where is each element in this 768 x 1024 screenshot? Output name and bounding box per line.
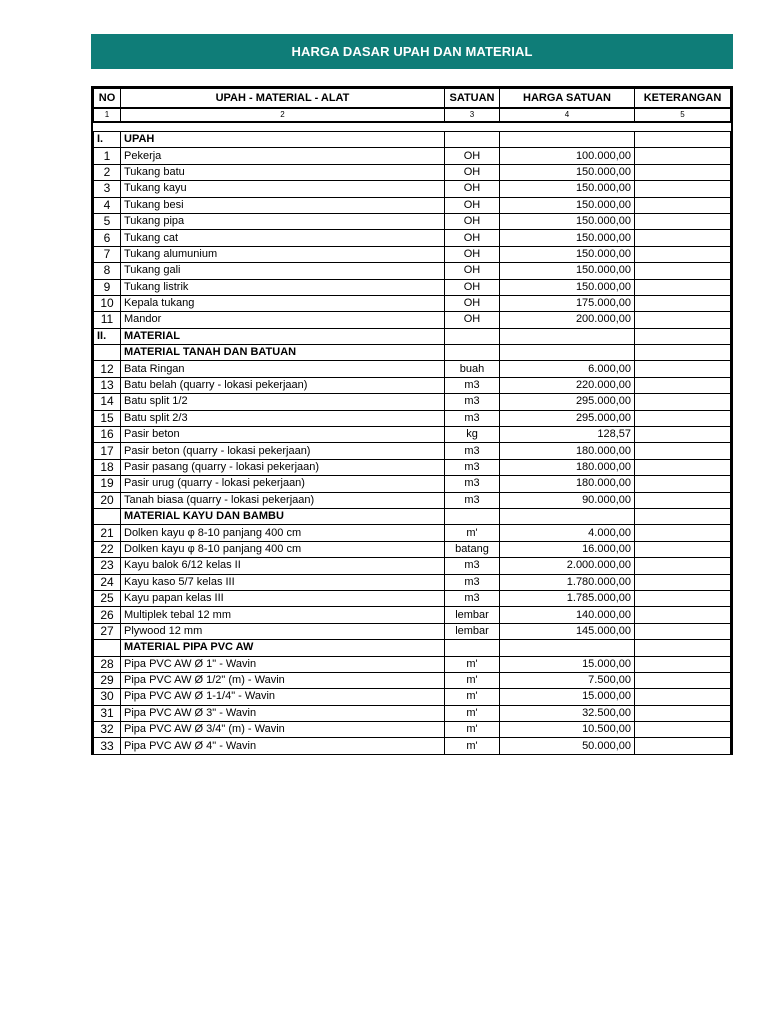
subsection-row [94,345,731,361]
table-row [94,492,731,508]
row-item: Dolken kayu φ 8-10 panjang 400 cm [121,541,445,557]
table-row [94,427,731,443]
spacer-row [94,122,731,132]
row-price: 15.000,00 [500,689,635,705]
row-note [635,328,731,344]
row-price: 15.000,00 [500,656,635,672]
row-price: 150.000,00 [500,181,635,197]
table-row [94,705,731,721]
row-unit: OH [445,279,500,295]
row-number: 12 [94,361,121,377]
row-note [635,164,731,180]
row-number: 5 [94,213,121,229]
row-unit: m3 [445,410,500,426]
row-note [635,377,731,393]
table-row [94,377,731,393]
row-price: 10.500,00 [500,722,635,738]
row-item: MATERIAL PIPA PVC AW [121,640,445,656]
row-note [635,230,731,246]
row-note [635,148,731,164]
row-note [635,525,731,541]
row-note [635,263,731,279]
row-number: 26 [94,607,121,623]
row-item: Tukang batu [121,164,445,180]
row-item: Bata Ringan [121,361,445,377]
row-unit [445,508,500,524]
row-number: 21 [94,525,121,541]
row-item: Multiplek tebal 12 mm [121,607,445,623]
column-index: 5 [635,108,731,122]
row-note [635,279,731,295]
row-item: Tukang besi [121,197,445,213]
table-row [94,410,731,426]
row-item: Pipa PVC AW Ø 1-1/4" - Wavin [121,689,445,705]
table-row [94,558,731,574]
row-price: 150.000,00 [500,197,635,213]
row-note [635,427,731,443]
row-price: 16.000,00 [500,541,635,557]
row-number: 2 [94,164,121,180]
row-unit: m' [445,672,500,688]
table-row [94,590,731,606]
row-unit: OH [445,230,500,246]
row-note [635,590,731,606]
column-index: 3 [445,108,500,122]
price-table-body [94,89,731,755]
table-row [94,230,731,246]
table-row [94,738,731,754]
table-row [94,722,731,738]
row-note [635,312,731,328]
row-item: MATERIAL [121,328,445,344]
table-row [94,623,731,639]
row-number: 18 [94,459,121,475]
row-number: 30 [94,689,121,705]
row-item: UPAH [121,132,445,148]
row-item: Pasir beton [121,427,445,443]
row-price: 90.000,00 [500,492,635,508]
row-price: 1.785.000,00 [500,590,635,606]
table-row [94,525,731,541]
row-item: Tukang gali [121,263,445,279]
row-unit: m3 [445,558,500,574]
row-price: 150.000,00 [500,213,635,229]
row-price [500,345,635,361]
row-item: Tukang alumunium [121,246,445,262]
row-price: 128,57 [500,427,635,443]
row-item: Mandor [121,312,445,328]
row-note [635,541,731,557]
table-row [94,607,731,623]
row-unit: m3 [445,443,500,459]
row-unit: m' [445,722,500,738]
row-price: 150.000,00 [500,263,635,279]
row-price: 220.000,00 [500,377,635,393]
spacer-cell [635,122,731,132]
row-unit [445,640,500,656]
row-unit: m' [445,689,500,705]
row-number: 29 [94,672,121,688]
row-note [635,558,731,574]
row-number: 19 [94,476,121,492]
spacer-cell [445,122,500,132]
row-item: Pipa PVC AW Ø 3/4" (m) - Wavin [121,722,445,738]
row-unit: OH [445,213,500,229]
row-number: 25 [94,590,121,606]
column-index: 4 [500,108,635,122]
header-price: HARGA SATUAN [500,89,635,109]
row-price [500,640,635,656]
row-price: 100.000,00 [500,148,635,164]
row-number: 4 [94,197,121,213]
row-note [635,607,731,623]
row-unit [445,345,500,361]
row-item: Batu belah (quarry - lokasi pekerjaan) [121,377,445,393]
row-item: Batu split 1/2 [121,394,445,410]
header-row [94,89,731,109]
row-price: 4.000,00 [500,525,635,541]
subsection-row [94,508,731,524]
row-number: 13 [94,377,121,393]
row-note [635,459,731,475]
row-note [635,394,731,410]
row-number [94,640,121,656]
table-row [94,672,731,688]
row-price: 180.000,00 [500,443,635,459]
row-number: 16 [94,427,121,443]
row-price: 180.000,00 [500,459,635,475]
row-item: Plywood 12 mm [121,623,445,639]
row-note [635,640,731,656]
row-item: Tukang kayu [121,181,445,197]
row-price: 2.000.000,00 [500,558,635,574]
row-number: 15 [94,410,121,426]
row-unit: m3 [445,590,500,606]
table-row [94,181,731,197]
table-row [94,312,731,328]
table-row [94,263,731,279]
row-unit: lembar [445,607,500,623]
row-number: 3 [94,181,121,197]
table-row [94,213,731,229]
table-row [94,476,731,492]
row-item: Pasir urug (quarry - lokasi pekerjaan) [121,476,445,492]
table-row [94,164,731,180]
row-number: 17 [94,443,121,459]
row-number: 20 [94,492,121,508]
row-item: Dolken kayu φ 8-10 panjang 400 cm [121,525,445,541]
row-note [635,410,731,426]
row-unit: m3 [445,476,500,492]
row-number: 28 [94,656,121,672]
row-number: 7 [94,246,121,262]
row-note [635,197,731,213]
row-price: 200.000,00 [500,312,635,328]
table-row [94,459,731,475]
table-row [94,689,731,705]
row-price [500,508,635,524]
header-note: KETERANGAN [635,89,731,109]
row-unit: kg [445,427,500,443]
row-number: 22 [94,541,121,557]
row-price: 50.000,00 [500,738,635,754]
row-note [635,181,731,197]
row-unit: m3 [445,394,500,410]
row-unit: OH [445,164,500,180]
column-index: 2 [121,108,445,122]
spacer-cell [500,122,635,132]
row-item: Pipa PVC AW Ø 1" - Wavin [121,656,445,672]
row-number: II. [94,328,121,344]
row-item: Pekerja [121,148,445,164]
row-number: 33 [94,738,121,754]
row-note [635,295,731,311]
page-title: HARGA DASAR UPAH DAN MATERIAL [91,34,733,69]
row-item: Pipa PVC AW Ø 3" - Wavin [121,705,445,721]
row-unit: buah [445,361,500,377]
row-note [635,492,731,508]
row-number: 31 [94,705,121,721]
row-note [635,361,731,377]
row-unit: m3 [445,574,500,590]
row-item: Pasir pasang (quarry - lokasi pekerjaan) [121,459,445,475]
table-row [94,443,731,459]
row-price: 295.000,00 [500,394,635,410]
row-price: 32.500,00 [500,705,635,721]
row-number: 6 [94,230,121,246]
row-number: 23 [94,558,121,574]
table-row [94,246,731,262]
row-note [635,476,731,492]
table-row [94,361,731,377]
row-unit: m3 [445,492,500,508]
row-item: Kayu papan kelas III [121,590,445,606]
row-price: 295.000,00 [500,410,635,426]
row-price: 150.000,00 [500,230,635,246]
row-number [94,345,121,361]
row-number: I. [94,132,121,148]
row-unit: m' [445,705,500,721]
row-note [635,689,731,705]
row-unit: OH [445,263,500,279]
row-note [635,246,731,262]
subsection-row [94,640,731,656]
table-row [94,574,731,590]
row-unit: m3 [445,459,500,475]
row-number: 1 [94,148,121,164]
row-unit: lembar [445,623,500,639]
row-note [635,623,731,639]
row-item: Tanah biasa (quarry - lokasi pekerjaan) [121,492,445,508]
row-price: 145.000,00 [500,623,635,639]
header-no: NO [94,89,121,109]
row-price: 150.000,00 [500,279,635,295]
row-note [635,574,731,590]
row-item: Tukang cat [121,230,445,246]
row-number: 9 [94,279,121,295]
price-table [93,88,731,755]
row-number: 27 [94,623,121,639]
row-number: 10 [94,295,121,311]
header-unit: SATUAN [445,89,500,109]
row-price: 7.500,00 [500,672,635,688]
row-price: 175.000,00 [500,295,635,311]
row-note [635,656,731,672]
row-note [635,213,731,229]
row-item: Kayu kaso 5/7 kelas III [121,574,445,590]
row-unit: OH [445,181,500,197]
table-row [94,541,731,557]
row-unit: m' [445,738,500,754]
row-number: 8 [94,263,121,279]
row-note [635,345,731,361]
spacer-cell [121,122,445,132]
row-number: 14 [94,394,121,410]
row-unit: batang [445,541,500,557]
row-number [94,508,121,524]
section-row [94,328,731,344]
row-note [635,738,731,754]
row-price: 1.780.000,00 [500,574,635,590]
row-item: Pasir beton (quarry - lokasi pekerjaan) [121,443,445,459]
row-unit: OH [445,197,500,213]
row-note [635,672,731,688]
table-row [94,197,731,213]
row-item: Tukang listrik [121,279,445,295]
row-unit: OH [445,295,500,311]
column-index: 1 [94,108,121,122]
price-table-container [91,86,733,755]
row-unit: OH [445,312,500,328]
row-item: MATERIAL KAYU DAN BAMBU [121,508,445,524]
table-row [94,279,731,295]
table-row [94,656,731,672]
row-price: 140.000,00 [500,607,635,623]
table-row [94,394,731,410]
row-unit: m' [445,656,500,672]
row-price: 150.000,00 [500,164,635,180]
row-item: Pipa PVC AW Ø 4" - Wavin [121,738,445,754]
row-price: 180.000,00 [500,476,635,492]
row-number: 11 [94,312,121,328]
row-unit: m' [445,525,500,541]
table-row [94,295,731,311]
row-item: MATERIAL TANAH DAN BATUAN [121,345,445,361]
row-note [635,722,731,738]
row-item: Pipa PVC AW Ø 1/2" (m) - Wavin [121,672,445,688]
row-unit: m3 [445,377,500,393]
row-unit [445,132,500,148]
header-item: UPAH - MATERIAL - ALAT [121,89,445,109]
row-note [635,705,731,721]
row-price: 6.000,00 [500,361,635,377]
row-unit [445,328,500,344]
row-item: Tukang pipa [121,213,445,229]
table-row [94,148,731,164]
row-unit: OH [445,246,500,262]
row-note [635,132,731,148]
row-note [635,508,731,524]
row-price [500,328,635,344]
row-price [500,132,635,148]
row-number: 32 [94,722,121,738]
row-item: Batu split 2/3 [121,410,445,426]
row-unit: OH [445,148,500,164]
row-item: Kepala tukang [121,295,445,311]
spacer-cell [94,122,121,132]
row-price: 150.000,00 [500,246,635,262]
column-index-row [94,108,731,122]
row-note [635,443,731,459]
row-number: 24 [94,574,121,590]
section-row [94,132,731,148]
row-item: Kayu balok 6/12 kelas II [121,558,445,574]
